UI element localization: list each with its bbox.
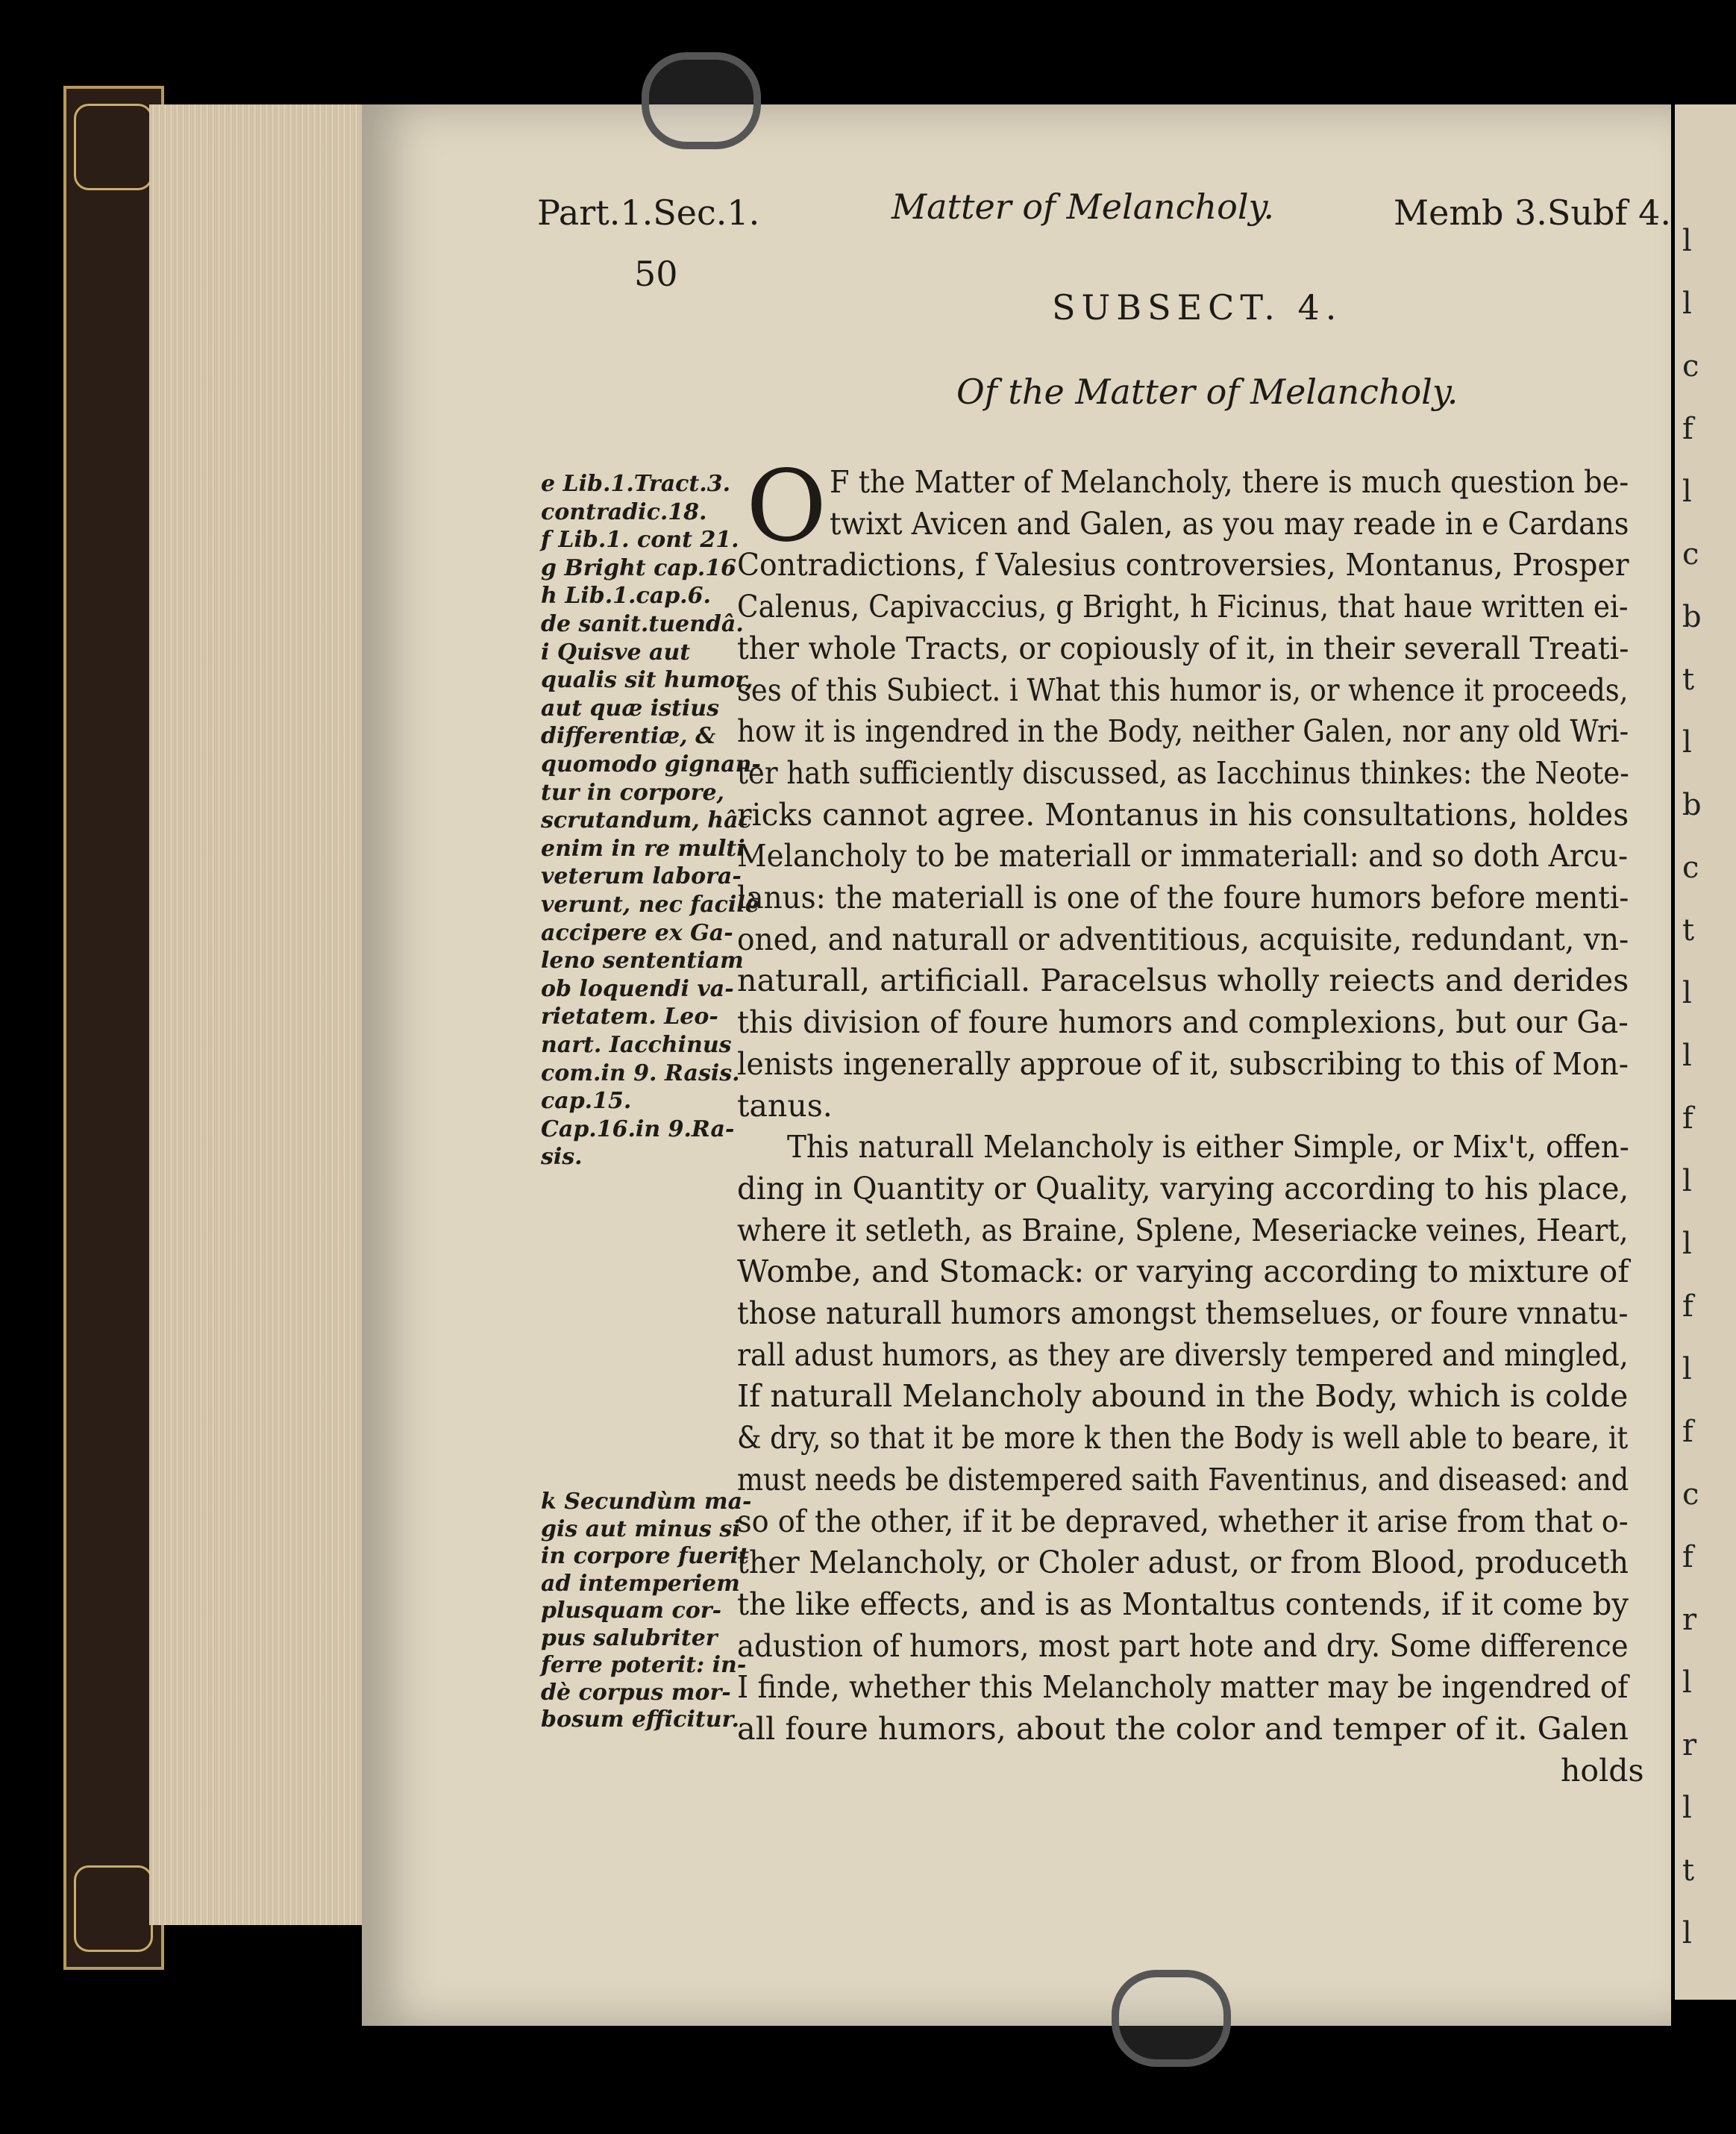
next-page-letter: t: [1682, 663, 1695, 697]
cover-ornament-top: [74, 104, 153, 190]
next-page-letter: c: [1682, 851, 1699, 885]
marginal-note-line: accipere ex Ga-: [541, 919, 733, 946]
next-page-letter: c: [1682, 537, 1699, 572]
marginal-note-line: aut quæ istius: [541, 695, 719, 722]
body-line: & dry, so that it be more k then the Body is well able to beare, it: [737, 1420, 1629, 1456]
marginal-note-line: enim in re multi: [541, 835, 745, 862]
marginal-note-line: nart. Iacchinus: [541, 1032, 732, 1058]
page-number: 50: [634, 254, 678, 294]
body-line: those naturall humors amongst themselues, or foure vnnatu-: [737, 1295, 1629, 1331]
next-page-letter: c: [1682, 1477, 1699, 1512]
next-page-letter: t: [1682, 1853, 1695, 1888]
next-page-letter: f: [1682, 1415, 1693, 1449]
marginal-note-line: bosum efficitur.: [541, 1706, 740, 1733]
next-page-letter: l: [1682, 725, 1692, 760]
body-line: F the Matter of Melancholy, there is much question be-: [830, 464, 1629, 500]
header-center: Matter of Melancholy.: [891, 187, 1275, 227]
marginal-note-line: qualis sit humor,: [541, 667, 753, 694]
next-page-letter: l: [1682, 976, 1692, 1010]
body-line: Calenus, Capivaccius, g Bright, h Ficinus, that haue written ei-: [737, 589, 1629, 625]
next-page-letter: f: [1682, 1540, 1693, 1574]
body-line: ter hath sufficiently discussed, as Iacchinus thinkes: the Neote-: [737, 754, 1629, 791]
marginal-note-line: plusquam cor-: [541, 1598, 722, 1624]
cover-ornament-bottom: [74, 1865, 153, 1952]
section-title: Of the Matter of Melancholy.: [956, 372, 1458, 412]
marginal-note-line: i Quisve aut: [541, 639, 691, 666]
next-page-letter: c: [1682, 349, 1699, 384]
body-line: naturall, artificiall. Paracelsus wholly reiects and derides: [737, 963, 1629, 999]
marginal-note-line: quomodo gignan-: [541, 751, 761, 777]
next-page-letter: l: [1682, 1164, 1692, 1198]
body-line: lanus: the materiall is one of the foure humors before menti-: [737, 880, 1629, 916]
next-page-letter: l: [1682, 1352, 1692, 1386]
marginal-note-line: scrutandum, hâc: [541, 807, 752, 834]
body-line: lenists ingenerally approue of it, subscribing to this of Mon-: [737, 1045, 1629, 1082]
marginal-note-line: sis.: [541, 1144, 583, 1171]
marginal-note-line: veterum labora-: [541, 863, 742, 890]
body-line: ther whole Tracts, or copiously of it, in their severall Treati-: [737, 630, 1629, 666]
next-page-letter: l: [1682, 1665, 1692, 1700]
marginal-note-line: in corpore fuerit: [541, 1543, 749, 1569]
marginal-note-line: Cap.16.in 9.Ra-: [541, 1116, 735, 1142]
body-line: rall adust humors, as they are diversly tempered and mingled,: [737, 1336, 1629, 1373]
marginal-note-line: verunt, nec facilè: [541, 892, 759, 918]
next-page-letter: r: [1682, 1728, 1697, 1762]
marginal-note-line: contradic.18.: [541, 498, 707, 525]
marginal-note-line: f Lib.1. cont 21.: [541, 527, 739, 554]
marginal-note-line: leno sententiam: [541, 948, 744, 974]
header-right: Memb 3.Subf 4.: [1394, 193, 1672, 233]
page-clip-top: [642, 52, 761, 149]
next-page-letter: r: [1682, 1603, 1697, 1637]
body-line: tanus.: [737, 1087, 833, 1124]
marginal-note-line: k Secundùm ma-: [541, 1489, 752, 1515]
body-line: must needs be distempered saith Faventinus, and diseased: and: [737, 1461, 1629, 1498]
body-line: where it setleth, as Braine, Splene, Meseriacke veines, Heart,: [737, 1212, 1629, 1248]
next-page-letter: l: [1682, 475, 1692, 509]
next-page-letter: l: [1682, 1916, 1692, 1950]
marginal-note-line: rietatem. Leo-: [541, 1004, 718, 1030]
marginal-note-line: com.in 9. Rasis.: [541, 1060, 740, 1086]
next-page-letter: l: [1682, 1039, 1692, 1073]
next-page-letter: l: [1682, 287, 1692, 321]
page-clip-bottom: [1112, 1970, 1231, 2067]
body-line: this division of foure humors and complexions, but our Ga-: [737, 1004, 1629, 1041]
marginal-note-line: ad intemperiem: [541, 1570, 740, 1597]
body-line: so of the other, if it be depraved, whether it arise from that o-: [737, 1503, 1629, 1539]
next-page-edge: [1675, 104, 1736, 2000]
body-line: twixt Avicen and Galen, as you may reade in e Cardans: [830, 505, 1629, 542]
body-line: the like effects, and is as Montaltus contends, if it come by: [737, 1586, 1629, 1622]
marginal-note-line: tur in corpore,: [541, 779, 724, 806]
page-edges: [149, 104, 362, 1925]
marginal-note-line: cap.15.: [541, 1088, 632, 1115]
body-line: I finde, whether this Melancholy matter may be ingendred of: [737, 1669, 1629, 1706]
body-line: ses of this Subiect. i What this humor is, or whence it proceeds,: [737, 672, 1629, 708]
body-line: adustion of humors, most part hote and dry. Some difference: [737, 1627, 1629, 1664]
next-page-letter: b: [1682, 788, 1702, 822]
next-page-letter: t: [1682, 913, 1695, 948]
body-line: If naturall Melancholy abound in the Body, which is colde: [737, 1378, 1629, 1415]
body-line: oned, and naturall or adventitious, acquisite, redundant, vn-: [737, 921, 1629, 957]
marginal-note-line: dè corpus mor-: [541, 1679, 731, 1706]
marginal-note-line: pus salubriter: [541, 1624, 718, 1651]
body-line: ding in Quantity or Quality, varying according to his place,: [737, 1170, 1629, 1207]
marginal-note-line: ob loquendi va-: [541, 975, 734, 1002]
next-page-letter: l: [1682, 224, 1692, 258]
marginal-note-line: h Lib.1.cap.6.: [541, 583, 711, 610]
next-page-letter: f: [1682, 1289, 1693, 1324]
header-left: Part.1.Sec.1.: [537, 193, 760, 233]
body-line: ricks cannot agree. Montanus in his consultations, holdes: [737, 796, 1629, 833]
next-page-letter: l: [1682, 1227, 1692, 1261]
body-line: This naturall Melancholy is either Simple, or Mix't, offen-: [787, 1129, 1629, 1165]
body-line: how it is ingendred in the Body, neither Galen, nor any old Wri-: [737, 713, 1629, 750]
subsection-heading: SUBSECT. 4.: [1052, 287, 1343, 328]
marginal-note-line: differentiæ, &: [541, 723, 716, 750]
body-line: Melancholy to be materiall or immateriall: and so doth Arcu-: [737, 838, 1629, 874]
next-page-letter: f: [1682, 412, 1693, 446]
marginal-note-line: g Bright cap.16: [541, 554, 736, 581]
body-line: holds: [1561, 1752, 1644, 1789]
body-line: Contradictions, f Valesius controversies, Montanus, Prosper: [737, 547, 1629, 583]
marginal-note-line: gis aut minus si: [541, 1515, 741, 1542]
body-line: ther Melancholy, or Choler adust, or from Blood, produceth: [737, 1545, 1629, 1581]
marginal-note-line: de sanit.tuendâ.: [541, 611, 744, 637]
marginal-note-line: ferre poterit: in-: [541, 1652, 747, 1678]
body-line: all foure humors, about the color and temper of it. Galen: [737, 1711, 1629, 1747]
drop-cap: O: [746, 449, 827, 564]
next-page-letter: l: [1682, 1791, 1692, 1825]
next-page-letter: b: [1682, 600, 1702, 634]
next-page-letter: f: [1682, 1101, 1693, 1136]
marginal-note-line: e Lib.1.Tract.3.: [541, 471, 731, 497]
body-line: Wombe, and Stomack: or varying according to mixture of: [737, 1254, 1629, 1290]
